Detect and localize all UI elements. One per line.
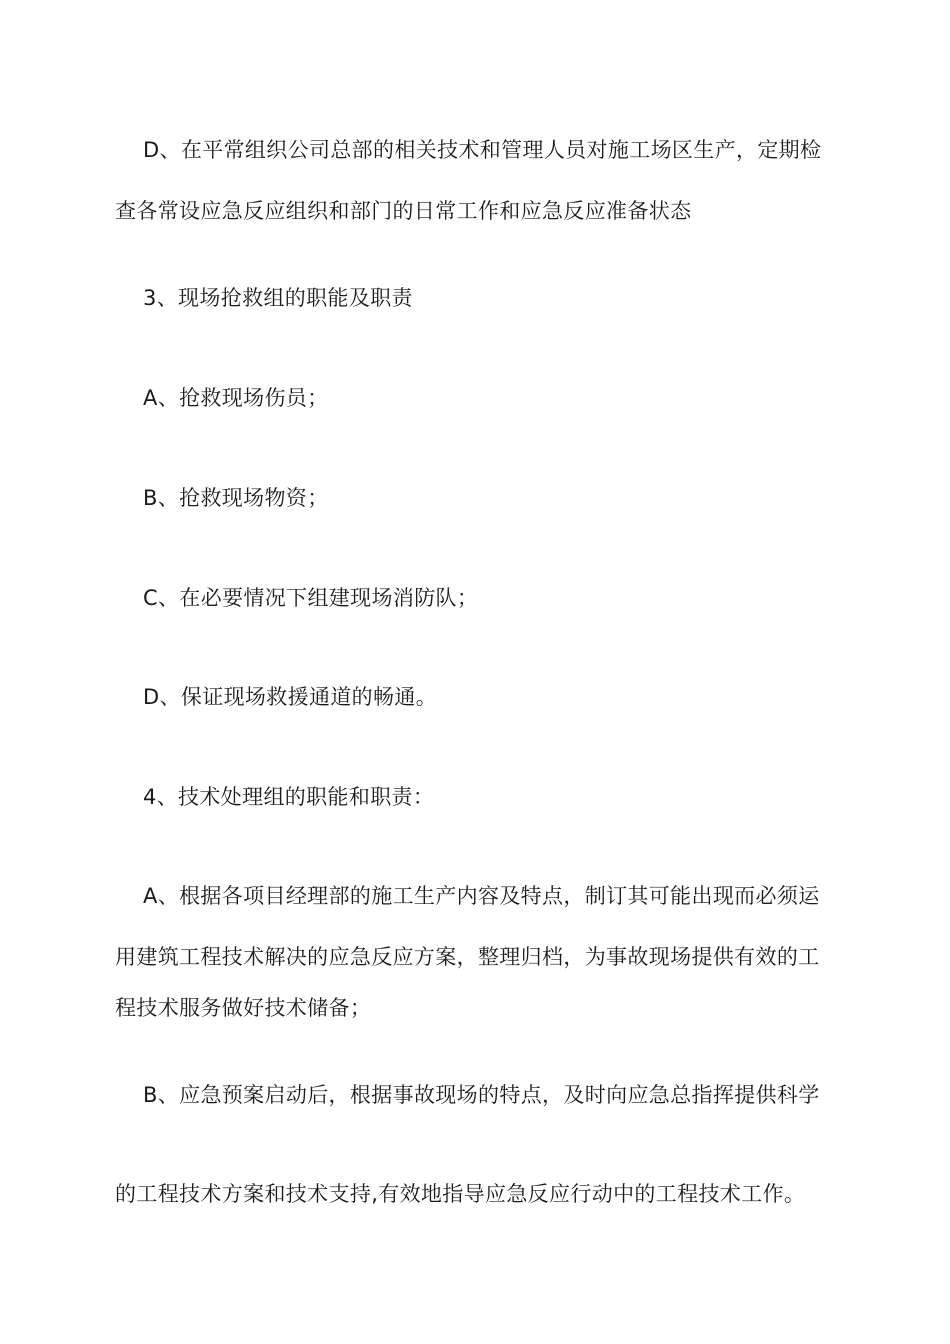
section-4-heading: 4、技术处理组的职能和职责： <box>143 785 435 809</box>
paragraph-4a-line-3: 程技术服务做好技术储备； <box>115 996 372 1020</box>
paragraph-4a-line-1: A、根据各项目经理部的施工生产内容及特点，制订其可能出现而必须运 <box>143 884 820 908</box>
paragraph-4a-line-2: 用建筑工程技术解决的应急反应方案，整理归档，为事故现场提供有效的工 <box>115 945 820 969</box>
list-item-c: C、在必要情况下组建现场消防队； <box>143 586 479 610</box>
list-item-a: A、抢救现场伤员； <box>143 386 329 410</box>
paragraph-d-line-1: D、在平常组织公司总部的相关技术和管理人员对施工场区生产，定期检 <box>143 138 822 162</box>
paragraph-d-line-2: 查各常设应急反应组织和部门的日常工作和应急反应准备状态 <box>115 199 692 223</box>
section-3-heading: 3、现场抢救组的职能及职责 <box>143 286 413 310</box>
list-item-b: B、抢救现场物资； <box>143 486 329 510</box>
paragraph-4b-line-1: B、应急预案启动后，根据事故现场的特点，及时向应急总指挥提供科学 <box>143 1083 820 1107</box>
list-item-d: D、保证现场救援通道的畅通。 <box>143 685 438 709</box>
paragraph-4b-line-2: 的工程技术方案和技术支持,有效地指导应急反应行动中的工程技术工作。 <box>115 1182 806 1206</box>
